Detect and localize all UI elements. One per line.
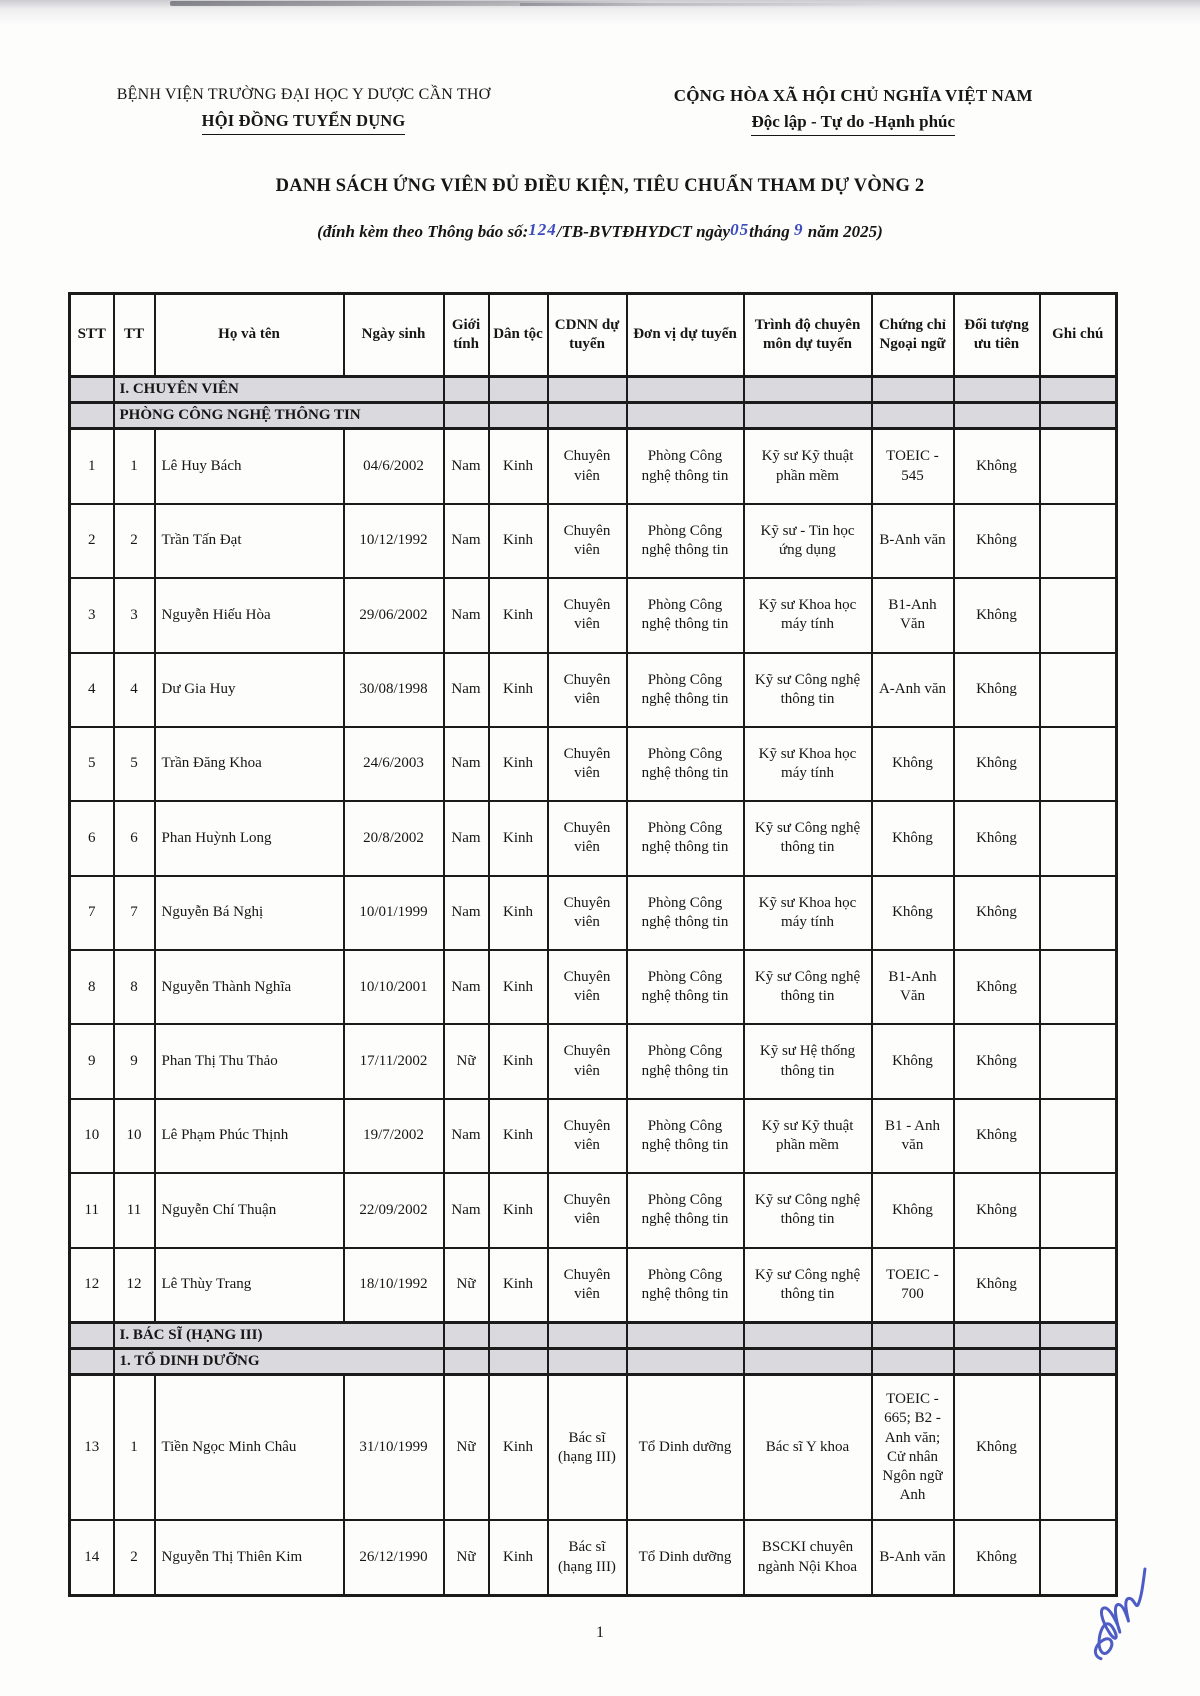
cell-note — [1040, 1173, 1117, 1247]
cell-ethnicity: Kinh — [489, 429, 548, 504]
cell-certificate: B1 - Anh văn — [872, 1099, 954, 1173]
header-ethnicity: Dân tộc — [489, 294, 548, 377]
org-name: BỆNH VIỆN TRƯỜNG ĐẠI HỌC Y DƯỢC CẦN THƠ — [116, 86, 491, 103]
cell-certificate: Không — [872, 1024, 954, 1098]
cell-tt: 5 — [114, 727, 155, 801]
cell-position: Chuyên viên — [548, 578, 627, 652]
cell-dob: 26/12/1990 — [344, 1520, 444, 1595]
section-empty-cell — [872, 1349, 954, 1375]
section-empty-cell — [489, 1349, 548, 1375]
cell-ethnicity: Kinh — [489, 950, 548, 1024]
cell-name: Lê Phạm Phúc Thịnh — [155, 1099, 344, 1173]
cell-position: Chuyên viên — [548, 1024, 627, 1098]
header-name: Họ và tên — [155, 294, 344, 377]
cell-stt: 6 — [70, 801, 114, 875]
cell-ethnicity: Kinh — [489, 578, 548, 652]
cell-name: Trần Đăng Khoa — [155, 727, 344, 801]
cell-note — [1040, 429, 1117, 504]
section-empty-cell — [744, 377, 872, 403]
cell-gender: Nam — [444, 653, 489, 727]
cell-position: Chuyên viên — [548, 1173, 627, 1247]
cell-note — [1040, 1520, 1117, 1595]
section-empty-cell — [70, 377, 114, 403]
attachment-note-mid2: tháng — [749, 222, 790, 241]
cell-dob: 17/11/2002 — [344, 1024, 444, 1098]
section-empty-cell — [548, 1322, 627, 1348]
cell-tt: 1 — [114, 1375, 155, 1521]
cell-qualification: Kỹ sư - Tin học ứng dụng — [744, 504, 872, 578]
section-label: I. BÁC SĨ (HẠNG III) — [114, 1322, 444, 1348]
cell-dob: 10/01/1999 — [344, 876, 444, 950]
cell-name: Lê Huy Bách — [155, 429, 344, 504]
cell-name: Phan Thị Thu Thảo — [155, 1024, 344, 1098]
cell-certificate: A-Anh văn — [872, 653, 954, 727]
cell-unit: Phòng Công nghệ thông tin — [627, 504, 744, 578]
section-empty-cell — [1040, 1349, 1117, 1375]
cell-name: Nguyễn Thị Thiên Kim — [155, 1520, 344, 1595]
section-empty-cell — [489, 403, 548, 429]
cell-gender: Nam — [444, 801, 489, 875]
cell-stt: 10 — [70, 1099, 114, 1173]
cell-stt: 8 — [70, 950, 114, 1024]
section-empty-cell — [744, 1349, 872, 1375]
cell-tt: 6 — [114, 801, 155, 875]
cell-dob: 10/12/1992 — [344, 504, 444, 578]
cell-unit: Phòng Công nghệ thông tin — [627, 429, 744, 504]
attachment-note-mid1: /TB-BVTĐHYDCT ngày — [556, 222, 731, 241]
cell-unit: Phòng Công nghệ thông tin — [627, 1248, 744, 1323]
cell-note — [1040, 1375, 1117, 1521]
cell-certificate: Không — [872, 801, 954, 875]
cell-name: Trần Tấn Đạt — [155, 504, 344, 578]
section-empty-cell — [872, 1322, 954, 1348]
cell-gender: Nam — [444, 876, 489, 950]
cell-priority: Không — [954, 801, 1040, 875]
header-certificate: Chứng chỉ Ngoại ngữ — [872, 294, 954, 377]
cell-tt: 12 — [114, 1248, 155, 1323]
cell-gender: Nam — [444, 429, 489, 504]
cell-ethnicity: Kinh — [489, 876, 548, 950]
table-row — [70, 876, 1117, 950]
cell-note — [1040, 1024, 1117, 1098]
cell-gender: Nam — [444, 950, 489, 1024]
cell-unit: Phòng Công nghệ thông tin — [627, 950, 744, 1024]
cell-qualification: Kỹ sư Công nghệ thông tin — [744, 653, 872, 727]
cell-gender: Nữ — [444, 1520, 489, 1595]
cell-certificate: Không — [872, 876, 954, 950]
cell-stt: 1 — [70, 429, 114, 504]
cell-tt: 11 — [114, 1173, 155, 1247]
page-number: 1 — [596, 1624, 604, 1641]
cell-position: Chuyên viên — [548, 504, 627, 578]
section-row — [70, 1349, 1117, 1375]
cell-position: Chuyên viên — [548, 727, 627, 801]
cell-ethnicity: Kinh — [489, 1375, 548, 1521]
section-empty-cell — [444, 403, 489, 429]
cell-ethnicity: Kinh — [489, 727, 548, 801]
cell-certificate: TOEIC - 545 — [872, 429, 954, 504]
section-empty-cell — [954, 377, 1040, 403]
cell-tt: 8 — [114, 950, 155, 1024]
table-row — [70, 1248, 1117, 1323]
attachment-note-prefix: (đính kèm theo Thông báo số: — [317, 222, 529, 241]
cell-qualification: Bác sĩ Y khoa — [744, 1375, 872, 1521]
cell-gender: Nam — [444, 578, 489, 652]
section-label: PHÒNG CÔNG NGHỆ THÔNG TIN — [114, 403, 444, 429]
cell-gender: Nữ — [444, 1375, 489, 1521]
table-row — [70, 429, 1117, 504]
section-empty-cell — [548, 377, 627, 403]
republic-block — [592, 86, 1116, 136]
header-unit: Đơn vị dự tuyển — [627, 294, 744, 377]
section-empty-cell — [872, 403, 954, 429]
cell-stt: 5 — [70, 727, 114, 801]
section-empty-cell — [627, 377, 744, 403]
cell-note — [1040, 950, 1117, 1024]
cell-note — [1040, 504, 1117, 578]
header-stt: STT — [70, 294, 114, 377]
cell-qualification: Kỹ sư Công nghệ thông tin — [744, 801, 872, 875]
cell-unit: Tổ Dinh dưỡng — [627, 1520, 744, 1595]
cell-priority: Không — [954, 429, 1040, 504]
section-empty-cell — [954, 1349, 1040, 1375]
cell-name: Dư Gia Huy — [155, 653, 344, 727]
cell-dob: 24/6/2003 — [344, 727, 444, 801]
cell-ethnicity: Kinh — [489, 1520, 548, 1595]
cell-position: Chuyên viên — [548, 653, 627, 727]
cell-qualification: Kỹ sư Công nghệ thông tin — [744, 1173, 872, 1247]
cell-unit: Phòng Công nghệ thông tin — [627, 727, 744, 801]
cell-gender: Nữ — [444, 1248, 489, 1323]
section-empty-cell — [548, 403, 627, 429]
cell-stt: 4 — [70, 653, 114, 727]
scan-edge-artifact — [0, 0, 1200, 26]
cell-priority: Không — [954, 950, 1040, 1024]
section-row — [70, 403, 1117, 429]
cell-priority: Không — [954, 504, 1040, 578]
section-empty-cell — [627, 403, 744, 429]
section-empty-cell — [954, 403, 1040, 429]
section-empty-cell — [1040, 377, 1117, 403]
table-row — [70, 801, 1117, 875]
header-note: Ghi chú — [1040, 294, 1117, 377]
section-empty-cell — [489, 1322, 548, 1348]
cell-certificate: Không — [872, 1173, 954, 1247]
cell-priority: Không — [954, 727, 1040, 801]
section-empty-cell — [70, 1349, 114, 1375]
cell-priority: Không — [954, 1520, 1040, 1595]
cell-position: Chuyên viên — [548, 950, 627, 1024]
cell-dob: 29/06/2002 — [344, 578, 444, 652]
cell-dob: 10/10/2001 — [344, 950, 444, 1024]
cell-dob: 31/10/1999 — [344, 1375, 444, 1521]
cell-qualification: Kỹ sư Khoa học máy tính — [744, 876, 872, 950]
cell-position: Chuyên viên — [548, 1248, 627, 1323]
cell-position: Chuyên viên — [548, 429, 627, 504]
handwritten-doc-number: 124 — [528, 220, 557, 239]
cell-ethnicity: Kinh — [489, 801, 548, 875]
section-empty-cell — [444, 1349, 489, 1375]
cell-stt: 13 — [70, 1375, 114, 1521]
table-row — [70, 1375, 1117, 1521]
cell-tt: 4 — [114, 653, 155, 727]
section-empty-cell — [744, 1322, 872, 1348]
cell-name: Nguyễn Hiếu Hòa — [155, 578, 344, 652]
cell-priority: Không — [954, 1375, 1040, 1521]
cell-unit: Tổ Dinh dưỡng — [627, 1375, 744, 1521]
cell-unit: Phòng Công nghệ thông tin — [627, 578, 744, 652]
section-empty-cell — [872, 377, 954, 403]
cell-unit: Phòng Công nghệ thông tin — [627, 1024, 744, 1098]
handwritten-day: 05 — [730, 220, 750, 239]
cell-gender: Nam — [444, 1173, 489, 1247]
cell-priority: Không — [954, 1248, 1040, 1323]
cell-gender: Nam — [444, 727, 489, 801]
cell-dob: 22/09/2002 — [344, 1173, 444, 1247]
cell-unit: Phòng Công nghệ thông tin — [627, 801, 744, 875]
masthead — [68, 86, 1115, 136]
table-row — [70, 1099, 1117, 1173]
table-row — [70, 653, 1117, 727]
cell-stt: 7 — [70, 876, 114, 950]
cell-priority: Không — [954, 876, 1040, 950]
cell-ethnicity: Kinh — [489, 1024, 548, 1098]
cell-note — [1040, 876, 1117, 950]
cell-tt: 7 — [114, 876, 155, 950]
cell-gender: Nam — [444, 1099, 489, 1173]
section-empty-cell — [548, 1349, 627, 1375]
cell-dob: 04/6/2002 — [344, 429, 444, 504]
cell-note — [1040, 801, 1117, 875]
table-row — [70, 578, 1117, 652]
header-gender: Giới tính — [444, 294, 489, 377]
cell-ethnicity: Kinh — [489, 1099, 548, 1173]
section-empty-cell — [70, 403, 114, 429]
candidates-table — [68, 292, 1118, 1597]
republic-name: CỘNG HÒA XÃ HỘI CHỦ NGHĨA VIỆT NAM — [673, 86, 1033, 105]
cell-priority: Không — [954, 653, 1040, 727]
cell-ethnicity: Kinh — [489, 1173, 548, 1247]
cell-tt: 3 — [114, 578, 155, 652]
section-empty-cell — [444, 1322, 489, 1348]
cell-position: Chuyên viên — [548, 801, 627, 875]
cell-stt: 12 — [70, 1248, 114, 1323]
cell-qualification: Kỹ sư Hệ thống thông tin — [744, 1024, 872, 1098]
cell-stt: 2 — [70, 504, 114, 578]
cell-certificate: Không — [872, 727, 954, 801]
section-empty-cell — [627, 1349, 744, 1375]
table-row — [70, 1024, 1117, 1098]
cell-priority: Không — [954, 1024, 1040, 1098]
cell-unit: Phòng Công nghệ thông tin — [627, 1099, 744, 1173]
cell-note — [1040, 578, 1117, 652]
table-header-row — [70, 294, 1117, 377]
header-position: CDNN dự tuyển — [548, 294, 627, 377]
cell-dob: 30/08/1998 — [344, 653, 444, 727]
cell-certificate: B1-Anh Văn — [872, 950, 954, 1024]
cell-qualification: Kỹ sư Công nghệ thông tin — [744, 950, 872, 1024]
cell-position: Bác sĩ (hạng III) — [548, 1520, 627, 1595]
cell-dob: 20/8/2002 — [344, 801, 444, 875]
cell-stt: 11 — [70, 1173, 114, 1247]
cell-qualification: Kỹ sư Kỹ thuật phần mềm — [744, 429, 872, 504]
cell-gender: Nữ — [444, 1024, 489, 1098]
committee-name: HỘI ĐỒNG TUYỂN DỤNG — [202, 111, 406, 135]
cell-certificate: B1-Anh Văn — [872, 578, 954, 652]
table-row — [70, 1173, 1117, 1247]
cell-tt: 10 — [114, 1099, 155, 1173]
cell-unit: Phòng Công nghệ thông tin — [627, 653, 744, 727]
cell-priority: Không — [954, 578, 1040, 652]
header-qualification: Trình độ chuyên môn dự tuyển — [744, 294, 872, 377]
cell-position: Chuyên viên — [548, 1099, 627, 1173]
attachment-note-suffix: năm 2025) — [807, 222, 883, 241]
cell-stt: 9 — [70, 1024, 114, 1098]
cell-certificate: TOEIC - 665; B2 - Anh văn; Cử nhân Ngôn ngữ Anh — [872, 1375, 954, 1521]
cell-dob: 18/10/1992 — [344, 1248, 444, 1323]
cell-certificate: B-Anh văn — [872, 504, 954, 578]
cell-gender: Nam — [444, 504, 489, 578]
cell-position: Bác sĩ (hạng III) — [548, 1375, 627, 1521]
header-tt: TT — [114, 294, 155, 377]
cell-tt: 2 — [114, 1520, 155, 1595]
table-row — [70, 504, 1117, 578]
cell-priority: Không — [954, 1099, 1040, 1173]
cell-ethnicity: Kinh — [489, 504, 548, 578]
cell-name: Lê Thùy Trang — [155, 1248, 344, 1323]
cell-dob: 19/7/2002 — [344, 1099, 444, 1173]
cell-position: Chuyên viên — [548, 876, 627, 950]
table-row — [70, 950, 1117, 1024]
cell-qualification: BSCKI chuyên ngành Nội Khoa — [744, 1520, 872, 1595]
cell-priority: Không — [954, 1173, 1040, 1247]
cell-name: Phan Huỳnh Long — [155, 801, 344, 875]
cell-stt: 3 — [70, 578, 114, 652]
cell-note — [1040, 1099, 1117, 1173]
section-empty-cell — [444, 377, 489, 403]
section-label: I. CHUYÊN VIÊN — [114, 377, 444, 403]
cell-note — [1040, 727, 1117, 801]
header-priority: Đối tượng ưu tiên — [954, 294, 1040, 377]
cell-ethnicity: Kinh — [489, 1248, 548, 1323]
handwritten-month: 9 — [793, 220, 804, 239]
cell-qualification: Kỹ sư Khoa học máy tính — [744, 727, 872, 801]
cell-stt: 14 — [70, 1520, 114, 1595]
cell-unit: Phòng Công nghệ thông tin — [627, 876, 744, 950]
cell-certificate: TOEIC - 700 — [872, 1248, 954, 1323]
cell-tt: 2 — [114, 504, 155, 578]
cell-name: Nguyễn Bá Nghị — [155, 876, 344, 950]
section-empty-cell — [70, 1322, 114, 1348]
cell-note — [1040, 653, 1117, 727]
section-empty-cell — [744, 403, 872, 429]
table-body — [70, 377, 1117, 1596]
attachment-note — [0, 222, 1200, 242]
republic-motto: Độc lập - Tự do -Hạnh phúc — [751, 112, 955, 136]
cell-tt: 1 — [114, 429, 155, 504]
section-empty-cell — [627, 1322, 744, 1348]
cell-unit: Phòng Công nghệ thông tin — [627, 1173, 744, 1247]
section-label: 1. TỔ DINH DƯỠNG — [114, 1349, 444, 1375]
cell-note — [1040, 1248, 1117, 1323]
table-row — [70, 727, 1117, 801]
cell-name: Nguyễn Chí Thuận — [155, 1173, 344, 1247]
cell-qualification: Kỹ sư Công nghệ thông tin — [744, 1248, 872, 1323]
section-row — [70, 1322, 1117, 1348]
cell-ethnicity: Kinh — [489, 653, 548, 727]
section-empty-cell — [954, 1322, 1040, 1348]
issuing-org-block — [68, 86, 539, 136]
section-empty-cell — [1040, 403, 1117, 429]
table-row — [70, 1520, 1117, 1595]
cell-certificate: B-Anh văn — [872, 1520, 954, 1595]
document-title: DANH SÁCH ỨNG VIÊN ĐỦ ĐIỀU KIỆN, TIÊU CHUẨN THAM DỰ VÒNG 2 — [275, 176, 925, 196]
cell-qualification: Kỹ sư Kỹ thuật phần mềm — [744, 1099, 872, 1173]
section-empty-cell — [1040, 1322, 1117, 1348]
cell-name: Nguyễn Thành Nghĩa — [155, 950, 344, 1024]
cell-qualification: Kỹ sư Khoa học máy tính — [744, 578, 872, 652]
cell-tt: 9 — [114, 1024, 155, 1098]
scan-edge-line — [170, 1, 650, 6]
section-empty-cell — [489, 377, 548, 403]
section-row — [70, 377, 1117, 403]
cell-name: Tiền Ngọc Minh Châu — [155, 1375, 344, 1521]
scan-edge-line-2 — [520, 3, 900, 6]
header-dob: Ngày sinh — [344, 294, 444, 377]
